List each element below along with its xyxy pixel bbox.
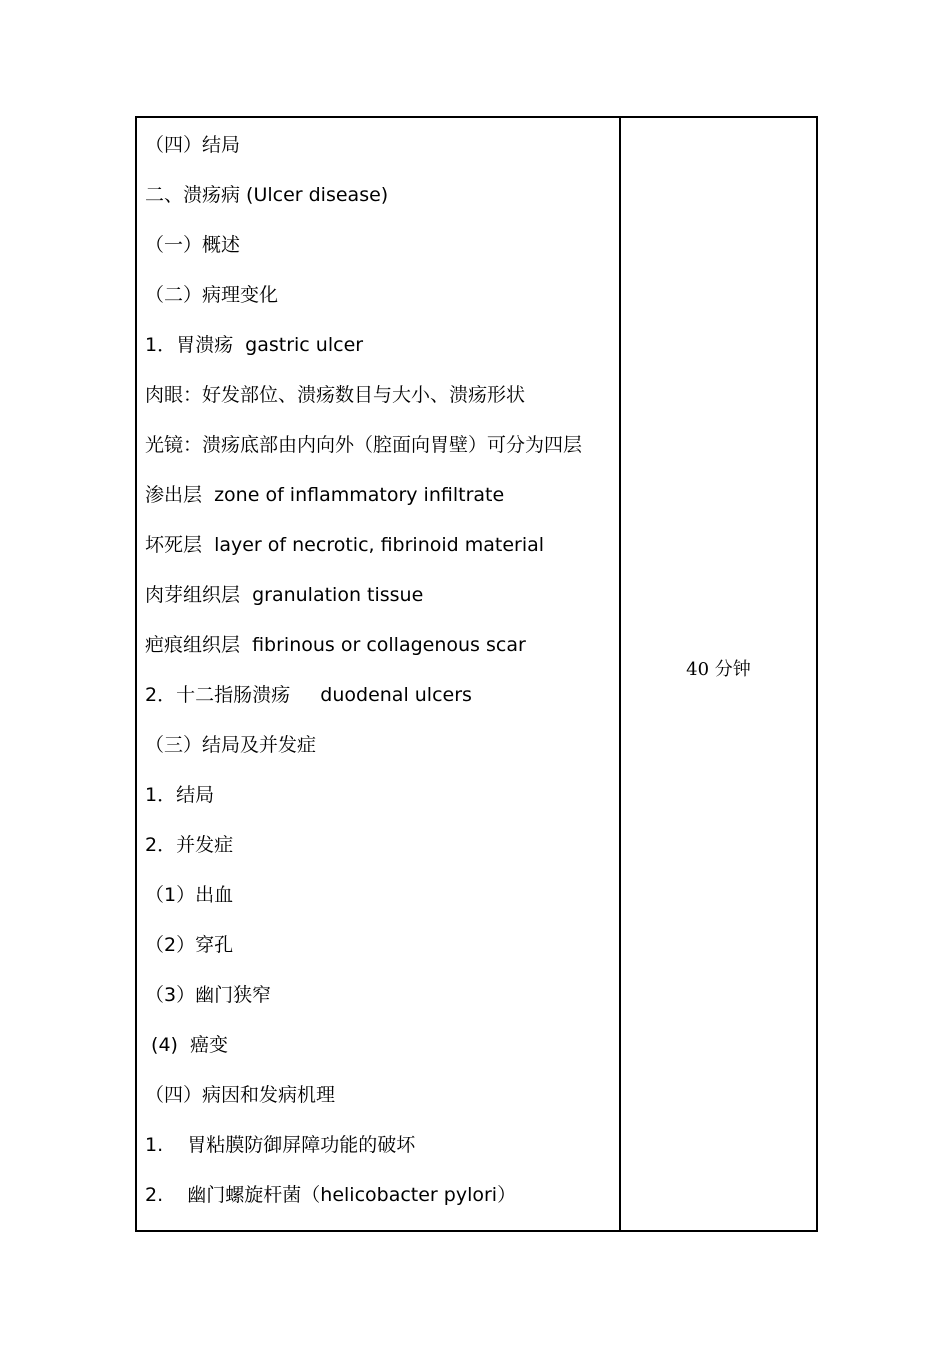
- subheading-outcome-complications: （三）结局及并发症: [145, 734, 317, 756]
- text-gross-appearance: 肉眼：好发部位、溃疡数目与大小、溃疡形状: [145, 384, 526, 406]
- item-duodenal-ulcer: 2．十二指肠溃疡 duodenal ulcers: [145, 684, 472, 706]
- cause-mucosal-barrier: 1. 胃粘膜防御屏障功能的破坏: [145, 1134, 416, 1156]
- content-cell: [136, 117, 620, 1231]
- subheading-etiology-pathogenesis: （四）病因和发病机理: [145, 1084, 336, 1106]
- content-lines: [137, 118, 619, 1230]
- time-cell: [620, 117, 817, 1231]
- text-microscopic: 光镜：溃疡底部由内向外（腔面向胃壁）可分为四层: [145, 434, 583, 456]
- layer-necrotic: 坏死层 layer of necrotic, fibrinoid material: [145, 534, 545, 556]
- table-row: [136, 117, 817, 1231]
- complication-malignant-change: (4) 癌变: [145, 1034, 229, 1056]
- lesson-plan-table: [135, 116, 818, 1232]
- section-title-ulcer-disease: 二、溃疡病 (Ulcer disease): [145, 184, 389, 206]
- complication-pyloric-stenosis: （3）幽门狭窄: [145, 984, 272, 1006]
- layer-scar: 疤痕组织层 fibrinous or collagenous scar: [145, 634, 526, 656]
- layer-granulation: 肉芽组织层 granulation tissue: [145, 584, 424, 606]
- item-gastric-ulcer: 1．胃溃疡 gastric ulcer: [145, 334, 364, 356]
- cause-helicobacter-pylori: 2. 幽门螺旋杆菌（helicobacter pylori）: [145, 1184, 517, 1206]
- layer-exudate: 渗出层 zone of inflammatory infiltrate: [145, 484, 505, 506]
- item-complications: 2．并发症: [145, 834, 234, 856]
- time-allocation: 40 分钟: [686, 659, 751, 680]
- complication-perforation: （2）穿孔: [145, 934, 234, 956]
- subheading-overview: （一）概述: [145, 234, 241, 256]
- heading-outcome: （四）结局: [145, 134, 241, 156]
- item-outcome: 1．结局: [145, 784, 215, 806]
- subheading-pathological-changes: （二）病理变化: [145, 284, 279, 306]
- complication-bleeding: （1）出血: [145, 884, 234, 906]
